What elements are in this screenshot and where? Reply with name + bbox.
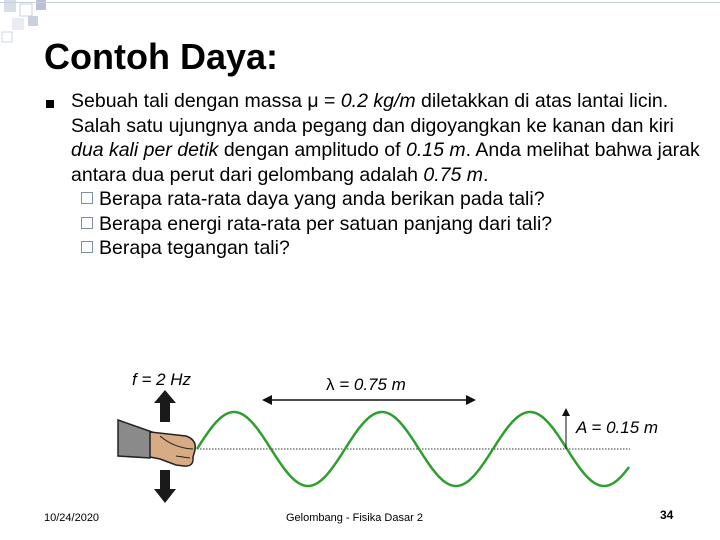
top-rule [0,2,720,3]
hand-icon [118,420,195,466]
question-item: Berapa rata-rata daya yang anda berikan pada tali? [71,187,711,212]
problem-statement [71,89,711,261]
amplitude-value: 0.15 m [405,139,466,161]
question-item: Berapa energi rata-rata per satuan panjang dari tali? [71,212,711,237]
amplitude-label: A = 0.15 m [576,418,659,437]
wavelength-value: 0.75 m [423,163,483,186]
arrow-down-icon [154,470,176,503]
problem-paragraph: Sebuah tali dengan massa μ = 0.2 kg/m diletakkan di atas lantai licin. Salah satu ujungnya anda pegang dan digoyangkan ke kanan dan kiri dua kali per detik dengan amplitudo of 0.15 m. Anda melihat bahwa jarak antara dua perut dari gelombang adalah 0.75 m. [71,90,700,186]
frequency-phrase: dua kali per detik [71,139,219,161]
lambda-symbol: λ [326,375,335,394]
wavelength-arrow [262,395,476,405]
arrow-up-icon [154,390,176,422]
frequency-label: f = 2 Hz [132,370,192,389]
square-bullet-icon [81,241,93,253]
mu-symbol: μ [307,90,319,112]
wavelength-label: λ = 0.75 m [326,375,406,394]
page-number: 34 [660,508,674,522]
footer-title: Gelombang - Fisika Dasar 2 [286,512,423,524]
mass-value: 0.2 kg/m [340,90,416,112]
wave-curve [197,412,629,486]
main-bullet [46,100,54,108]
square-bullet-icon [81,192,93,204]
footer-date: 10/24/2020 [44,512,100,524]
question-item: Berapa tegangan tali? [71,236,711,261]
square-bullet-icon [81,217,93,229]
slide-title: Contoh Daya: [44,36,278,77]
amplitude-marker [562,408,570,449]
